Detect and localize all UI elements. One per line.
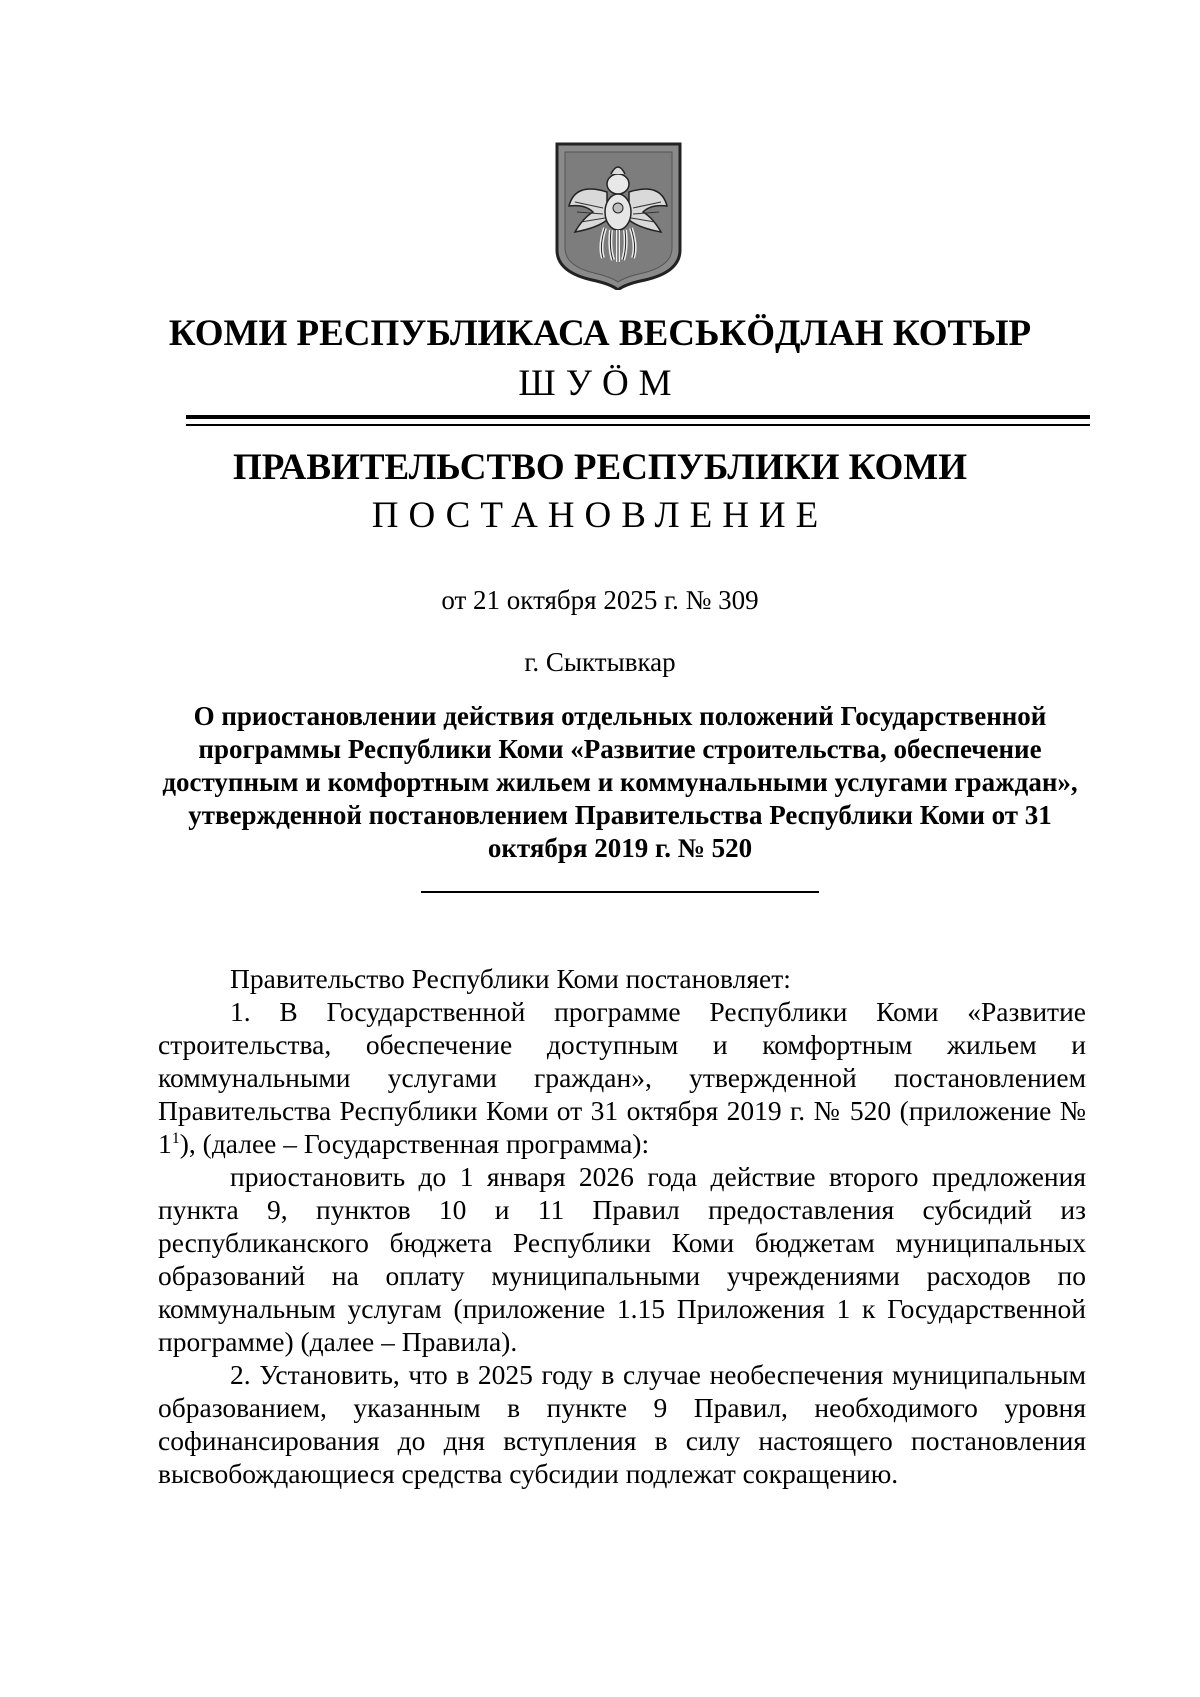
coat-of-arms-emblem — [555, 142, 682, 290]
footnote-marker: 1 — [171, 1129, 180, 1147]
paragraph-1 — [158, 995, 1086, 1160]
header-divider-thick — [186, 415, 1090, 419]
document-title: О приостановлении действия отдельных положений Государственной программы Республики Коми «Развитие строительства, обеспечение доступным и комфортным жильем и коммунальными услугами граждан», утвержденной постановлением Правительства Республики Коми от 31 октября 2019 г. № 520 — [162, 701, 1078, 863]
paragraph-1-action: приостановить до 1 января 2026 года действие второго предложения пункта 9, пунктов 10 и 11 Правил предоставления субсидий из республиканского бюджета Республики Коми бюджетам муниципальных образований на оплату муниципальными учреждениями расходов по коммунальным услугам (приложение 1.15 Приложения 1 к Государственной программе) (далее – Правила). — [158, 1161, 1086, 1357]
paragraph-1-tail: ), (далее – Государственная программа): — [179, 1128, 650, 1159]
paragraph-1-text: 1. В Государственной программе Республики Коми «Развитие строительства, обеспечение доступным и комфортным жильем и коммунальными услугами граждан», утвержденной постановлением Правительства Республики Коми от 31 октября 2019 г. № 520 (приложение № 1 — [158, 996, 1086, 1159]
title-underline — [421, 891, 819, 893]
document-type: ПОСТАНОВЛЕНИЕ — [371, 495, 829, 536]
preamble-paragraph: Правительство Республики Коми постановляет: — [230, 963, 791, 994]
document-date-number: от 21 октября 2025 г. № 309 — [441, 585, 759, 615]
government-title: ПРАВИТЕЛЬСТВО РЕСПУБЛИКИ КОМИ — [233, 447, 967, 488]
document-city: г. Сыктывкар — [524, 647, 676, 677]
komi-document-type: ШУӦМ — [518, 363, 682, 404]
emblem-graphic — [555, 142, 682, 290]
header-divider-thin — [186, 424, 1090, 426]
paragraph-2: 2. Установить, что в 2025 году в случае необеспечения муниципальным образованием, указанным в пункте 9 Правил, необходимого уровня софинансирования до дня вступления в силу настоящего постановления высвобождающиеся средства субсидии подлежат сокращению. — [158, 1359, 1086, 1489]
komi-government-title: КОМИ РЕСПУБЛИКАСА ВЕСЬКӦДЛАН КОТЫР — [168, 313, 1032, 354]
document-body — [158, 962, 1086, 1490]
